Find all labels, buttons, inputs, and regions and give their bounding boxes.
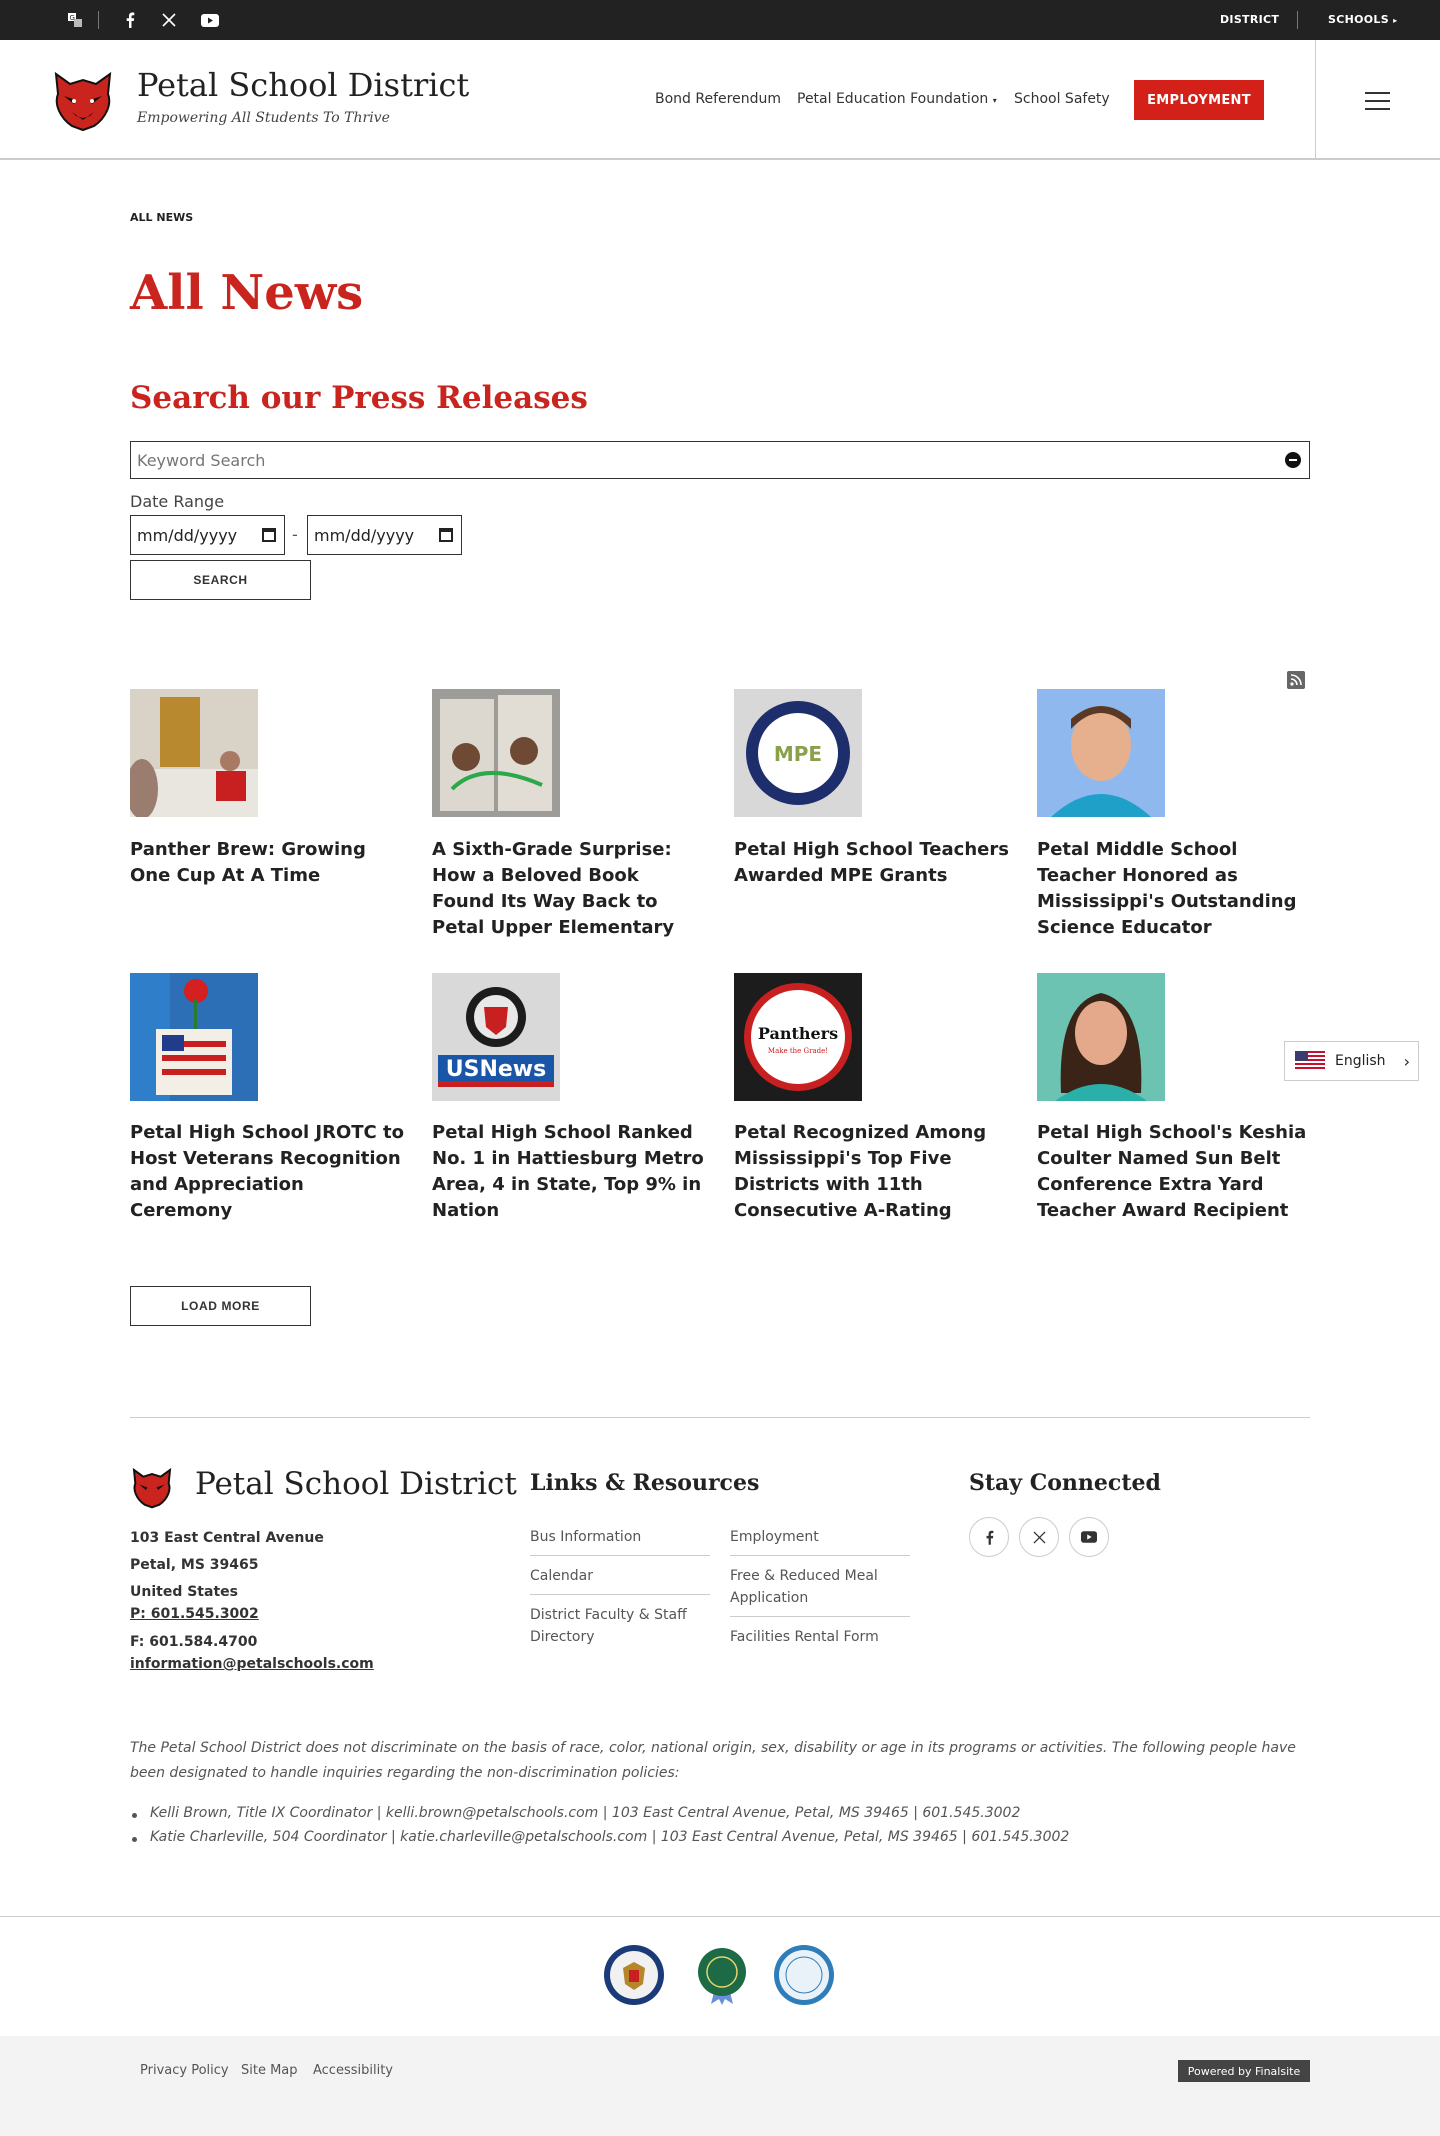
schools-dropdown[interactable] bbox=[1328, 13, 1397, 26]
footer-email-link[interactable]: information@petalschools.com bbox=[130, 1656, 374, 1672]
footer-phone-link[interactable]: P: 601.545.3002 bbox=[130, 1606, 259, 1622]
news-title-science-educator[interactable]: Petal Middle School Teacher Honored as Mississippi's Outstanding Science Educator bbox=[1037, 839, 1297, 938]
nav-label: Petal Education Foundation bbox=[797, 91, 989, 107]
date-from-value: mm/dd/yyyy bbox=[137, 525, 238, 545]
search-button[interactable]: SEARCH bbox=[130, 560, 311, 600]
news-image-teacher-portrait[interactable] bbox=[1037, 689, 1165, 817]
panther-logo[interactable] bbox=[50, 70, 116, 132]
translate-icon[interactable] bbox=[65, 10, 85, 30]
green-ribbon-schools-badge[interactable] bbox=[691, 1944, 753, 2006]
news-image-mpe-logo[interactable] bbox=[734, 689, 862, 817]
footer-address-line: United States bbox=[130, 1584, 238, 1600]
news-image-book-cover[interactable] bbox=[432, 689, 560, 817]
footer-link-bus-information[interactable]: Bus Information bbox=[530, 1529, 642, 1545]
youtube-icon[interactable] bbox=[200, 10, 220, 30]
news-title-jrotc-veterans[interactable]: Petal High School JROTC to Host Veterans Recognition and Appreciation Ceremony bbox=[130, 1122, 404, 1221]
footer-address-line: Petal, MS 39465 bbox=[130, 1557, 259, 1573]
stay-connected-title: Stay Connected bbox=[969, 1470, 1161, 1496]
load-more-button[interactable]: LOAD MORE bbox=[130, 1286, 311, 1326]
news-title-top-five-districts[interactable]: Petal Recognized Among Mississippi's Top Five Districts with 11th Consecutive A-Rating bbox=[734, 1122, 987, 1221]
footer-link-staff-directory[interactable]: District Faculty & Staff Directory bbox=[530, 1607, 687, 1645]
calendar-icon[interactable] bbox=[439, 528, 453, 542]
panthers-text: Panthers bbox=[757, 1024, 839, 1043]
nav-school-safety[interactable]: School Safety bbox=[1014, 91, 1110, 107]
footer-site-name: Petal School District bbox=[195, 1466, 517, 1502]
utility-bar bbox=[0, 0, 1440, 40]
date-range-label: Date Range bbox=[130, 492, 225, 511]
powered-by-finalsite-badge[interactable]: Powered by Finalsite bbox=[1178, 2060, 1310, 2082]
rss-feed-icon[interactable] bbox=[1287, 671, 1305, 689]
caret-right-icon: ▸ bbox=[1393, 16, 1398, 25]
page-title: All News bbox=[130, 265, 364, 321]
district-link[interactable]: DISTRICT bbox=[1220, 13, 1280, 26]
footer-divider bbox=[130, 1417, 1310, 1418]
hamburger-menu-icon[interactable] bbox=[1365, 92, 1390, 116]
date-separator: - bbox=[292, 525, 298, 544]
coordinator-item: Kelli Brown, Title IX Coordinator | kelli.brown@petalschools.com | 103 East Central Avenue, Petal, MS 39465 | 601.545.3002 bbox=[150, 1805, 1021, 1821]
news-title-sixth-grade-surprise[interactable]: A Sixth-Grade Surprise: How a Beloved Book Found Its Way Back to Petal Upper Elementary bbox=[432, 839, 675, 938]
news-image-usnews-logo[interactable] bbox=[432, 973, 560, 1101]
nondiscrimination-statement: The Petal School District does not discriminate on the basis of race, color, national origin, sex, disability or age in its programs or activities. The following people have been designated to handle inquiries regarding the non-discrimination policies: bbox=[130, 1740, 1296, 1781]
site-name[interactable]: Petal School District bbox=[137, 66, 470, 104]
keyword-search-field[interactable] bbox=[130, 441, 1310, 479]
privacy-policy-link[interactable]: Privacy Policy bbox=[140, 2063, 229, 2078]
news-image-panthers-make-the-grade[interactable] bbox=[734, 973, 862, 1101]
topbar-divider bbox=[1297, 11, 1298, 29]
calendar-icon[interactable] bbox=[262, 528, 276, 542]
date-to-value: mm/dd/yyyy bbox=[314, 525, 415, 545]
schools-label: SCHOOLS bbox=[1328, 13, 1389, 26]
search-section-title: Search our Press Releases bbox=[130, 380, 588, 416]
site-tagline: Empowering All Students To Thrive bbox=[137, 110, 390, 126]
facebook-icon[interactable] bbox=[969, 1517, 1009, 1557]
x-icon[interactable] bbox=[1019, 1517, 1059, 1557]
education-award-seal[interactable] bbox=[773, 1944, 835, 2006]
footer-fax: F: 601.584.4700 bbox=[130, 1634, 258, 1650]
news-image-veterans-flag[interactable] bbox=[130, 973, 258, 1101]
language-selector[interactable] bbox=[1284, 1041, 1419, 1081]
keyword-search-input[interactable] bbox=[131, 442, 1309, 478]
news-title-ranked-no-1[interactable]: Petal High School Ranked No. 1 in Hattiesburg Metro Area, 4 in State, Top 9% in Nation bbox=[432, 1122, 704, 1221]
us-flag-icon bbox=[1295, 1051, 1325, 1071]
employment-button[interactable]: EMPLOYMENT bbox=[1134, 80, 1264, 120]
coordinator-item: Katie Charleville, 504 Coordinator | katie.charleville@petalschools.com | 103 East Central Avenue, Petal, MS 39465 | 601.545.3002 bbox=[150, 1829, 1070, 1845]
mpe-text: MPE bbox=[773, 742, 823, 766]
footer-link-meal-application[interactable]: Free & Reduced Meal Application bbox=[730, 1568, 878, 1606]
news-title-keshia-coulter[interactable]: Petal High School's Keshia Coulter Named Sun Belt Conference Extra Yard Teacher Award Recipient bbox=[1037, 1122, 1307, 1221]
clear-search-icon[interactable] bbox=[1285, 452, 1301, 468]
footer-logo[interactable] bbox=[130, 1467, 174, 1509]
topbar-divider bbox=[98, 11, 99, 29]
facebook-icon[interactable] bbox=[120, 10, 140, 30]
links-resources-title: Links & Resources bbox=[530, 1470, 760, 1496]
link-divider bbox=[730, 1555, 910, 1556]
news-image-coulter-portrait[interactable] bbox=[1037, 973, 1165, 1101]
usnews-text: USNews bbox=[445, 1057, 547, 1082]
footer-link-calendar[interactable]: Calendar bbox=[530, 1568, 593, 1584]
date-from-input[interactable] bbox=[130, 515, 285, 555]
link-divider bbox=[730, 1616, 910, 1617]
site-header bbox=[0, 40, 1440, 160]
make-the-grade-text: Make the Grade! bbox=[767, 1047, 829, 1055]
chevron-right-icon: › bbox=[1403, 1051, 1410, 1071]
footer-address-line: 103 East Central Avenue bbox=[130, 1530, 324, 1546]
nav-bond-referendum[interactable]: Bond Referendum bbox=[655, 91, 781, 107]
date-to-input[interactable] bbox=[307, 515, 462, 555]
news-title-mpe-grants[interactable]: Petal High School Teachers Awarded MPE Grants bbox=[734, 839, 1009, 886]
link-divider bbox=[530, 1555, 710, 1556]
youtube-icon[interactable] bbox=[1069, 1517, 1109, 1557]
news-image-coffee-counter[interactable] bbox=[130, 689, 258, 817]
svg-text:G: G bbox=[69, 14, 75, 22]
news-title-panther-brew[interactable]: Panther Brew: Growing One Cup At A Time bbox=[130, 839, 366, 886]
footer-divider bbox=[0, 1916, 1440, 1917]
link-divider bbox=[530, 1594, 710, 1595]
x-icon[interactable] bbox=[159, 10, 179, 30]
us-department-of-education-seal[interactable] bbox=[603, 1944, 665, 2006]
header-divider bbox=[1315, 40, 1316, 160]
footer-link-facilities-rental[interactable]: Facilities Rental Form bbox=[730, 1629, 879, 1645]
footer-link-employment[interactable]: Employment bbox=[730, 1529, 819, 1545]
breadcrumb[interactable]: ALL NEWS bbox=[130, 211, 194, 224]
accessibility-link[interactable]: Accessibility bbox=[313, 2063, 393, 2078]
site-map-link[interactable]: Site Map bbox=[241, 2063, 298, 2078]
nav-petal-education-foundation[interactable] bbox=[797, 91, 997, 107]
footer-bottom-bar bbox=[0, 2036, 1440, 2136]
language-label: English bbox=[1335, 1053, 1386, 1069]
caret-down-icon: ▾ bbox=[992, 96, 997, 105]
